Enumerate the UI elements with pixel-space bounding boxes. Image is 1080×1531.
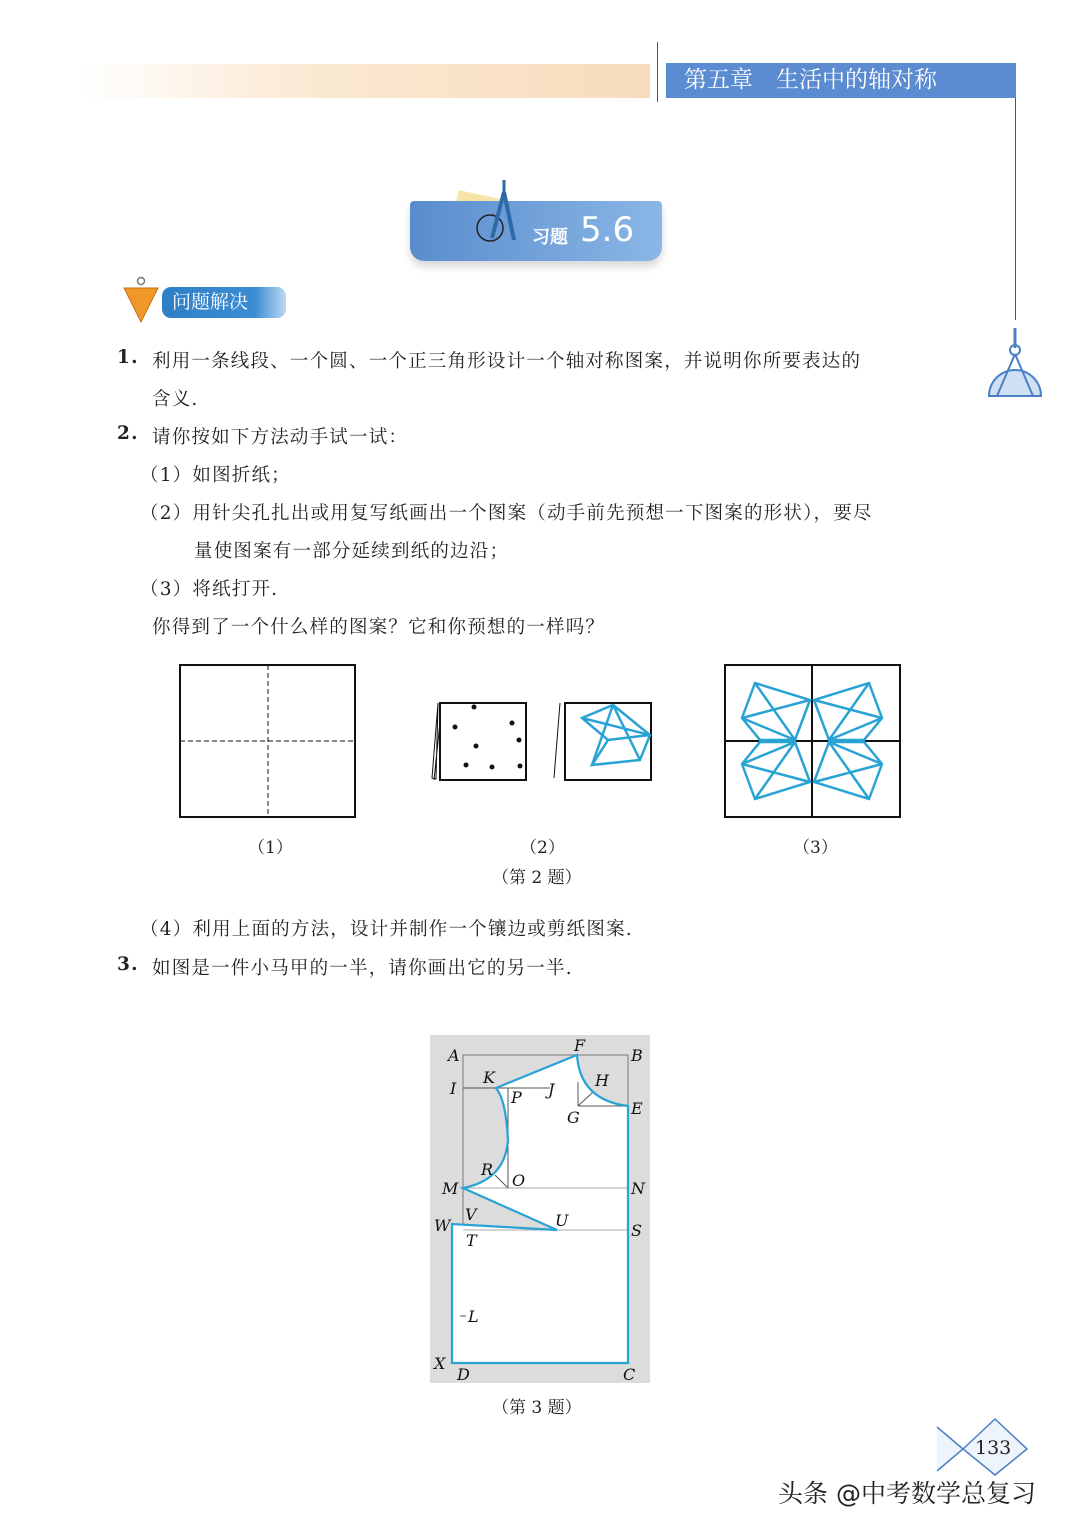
problem-3-figure-caption: （第 3 题） xyxy=(492,1398,582,1418)
label-X: X xyxy=(434,1354,446,1373)
label-T: T xyxy=(466,1231,477,1250)
label-N: N xyxy=(631,1179,645,1198)
label-K: K xyxy=(483,1068,495,1087)
problem-2-number: 2. xyxy=(117,423,139,444)
label-M: M xyxy=(442,1179,459,1198)
problem-2-intro: 请你按如下方法动手试一试： xyxy=(152,427,409,448)
label-O: O xyxy=(512,1171,526,1190)
problem-1-text-cont: 含义. xyxy=(152,389,199,410)
problem-2-step-1: （1）如图折纸； xyxy=(140,465,291,486)
problem-2-step-2: （2）用针尖孔扎出或用复写纸画出一个图案（动手前先预想一下图案的形状），要尽 xyxy=(140,503,873,524)
label-U: U xyxy=(555,1211,569,1230)
watermark: 头条 @中考数学总复习 xyxy=(778,1479,1036,1508)
figure-1-caption: （1） xyxy=(248,838,293,858)
label-J: J xyxy=(548,1080,555,1099)
label-A: A xyxy=(448,1046,460,1065)
problem-3-text: 如图是一件小马甲的一半，请你画出它的另一半. xyxy=(152,958,573,979)
section-heading: 问题解决 xyxy=(162,287,286,318)
problem-3-number: 3. xyxy=(117,954,139,975)
badge-number: 5.6 xyxy=(580,210,635,250)
label-P: P xyxy=(511,1088,522,1107)
label-D: D xyxy=(457,1365,470,1384)
problem-2-step-3: （3）将纸打开. xyxy=(140,579,279,600)
label-B: B xyxy=(631,1046,643,1065)
badge-prefix: 习题 xyxy=(532,227,568,248)
label-C: C xyxy=(623,1365,636,1384)
label-H: H xyxy=(595,1071,609,1090)
chapter-title: 第五章 生活中的轴对称 xyxy=(666,63,1016,98)
label-F: F xyxy=(574,1036,586,1055)
label-S: S xyxy=(631,1221,642,1240)
problem-1-text: 利用一条线段、一个圆、一个正三角形设计一个轴对称图案，并说明你所要表达的 xyxy=(152,351,862,372)
problem-1-number: 1. xyxy=(117,347,139,368)
problem-2-question: 你得到了一个什么样的图案？它和你预想的一样吗？ xyxy=(152,617,606,638)
label-R: R xyxy=(481,1160,494,1179)
label-L: L xyxy=(468,1307,479,1326)
label-E: E xyxy=(631,1099,643,1118)
figure-2-caption: （2） xyxy=(520,838,565,858)
problem-2-step-2-cont: 量使图案有一部分延续到纸的边沿； xyxy=(194,541,510,562)
problem-2-step-4: （4）利用上面的方法，设计并制作一个镶边或剪纸图案. xyxy=(140,919,633,940)
label-G: G xyxy=(567,1108,580,1127)
problem-2-figure-caption: （第 2 题） xyxy=(492,868,582,888)
page-number: 133 xyxy=(975,1437,1012,1459)
label-I: I xyxy=(450,1079,457,1098)
label-V: V xyxy=(465,1205,477,1224)
label-W: W xyxy=(434,1216,451,1235)
figure-3-caption: （3） xyxy=(793,838,838,858)
